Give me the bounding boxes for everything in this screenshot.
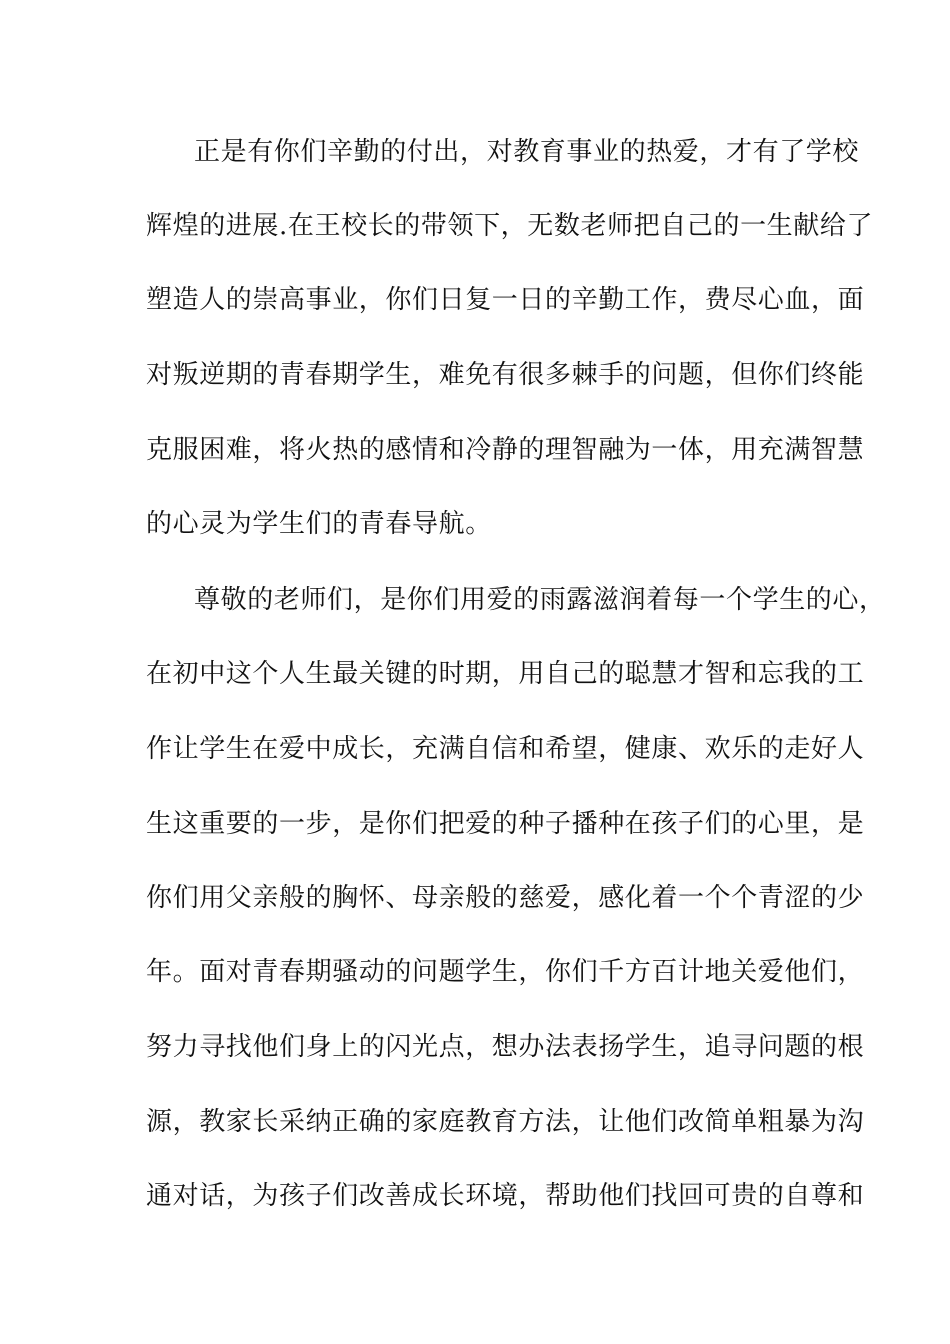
paragraph-1-line-5: 克服困难，将火热的感情和冷静的理智融为一体，用充满智慧	[146, 435, 865, 465]
paragraph-2-line-3: 作让学生在爱中成长，充满自信和希望，健康、欢乐的走好人	[146, 734, 865, 764]
paragraph-2-line-9: 通对话，为孩子们改善成长环境，帮助他们找回可贵的自尊和	[146, 1181, 865, 1211]
paragraph-2-line-1: 尊敬的老师们，是你们用爱的雨露滋润着每一个学生的心，	[194, 585, 886, 615]
paragraph-2-line-8: 源，教家长采纳正确的家庭教育方法，让他们改简单粗暴为沟	[146, 1107, 865, 1137]
paragraph-2-line-2: 在初中这个人生最关键的时期，用自己的聪慧才智和忘我的工	[146, 659, 865, 689]
paragraph-2-line-7: 努力寻找他们身上的闪光点，想办法表扬学生，追寻问题的根	[146, 1032, 865, 1062]
paragraph-1-line-2: 辉煌的进展.在王校长的带领下，无数老师把自己的一生献给了	[146, 211, 874, 241]
paragraph-1-line-6: 的心灵为学生们的青春导航。	[146, 509, 492, 539]
paragraph-1-line-1: 正是有你们辛勤的付出，对教育事业的热爱，才有了学校	[194, 137, 860, 167]
paragraph-1-line-3: 塑造人的崇高事业，你们日复一日的辛勤工作，费尽心血，面	[146, 285, 865, 315]
paragraph-1-line-4: 对叛逆期的青春期学生，难免有很多棘手的问题，但你们终能	[146, 360, 865, 390]
paragraph-2-line-5: 你们用父亲般的胸怀、母亲般的慈爱，感化着一个个青涩的少	[146, 883, 865, 913]
paragraph-2-line-6: 年。面对青春期骚动的问题学生，你们千方百计地关爱他们，	[146, 957, 865, 987]
paragraph-2-line-4: 生这重要的一步，是你们把爱的种子播种在孩子们的心里，是	[146, 809, 865, 839]
